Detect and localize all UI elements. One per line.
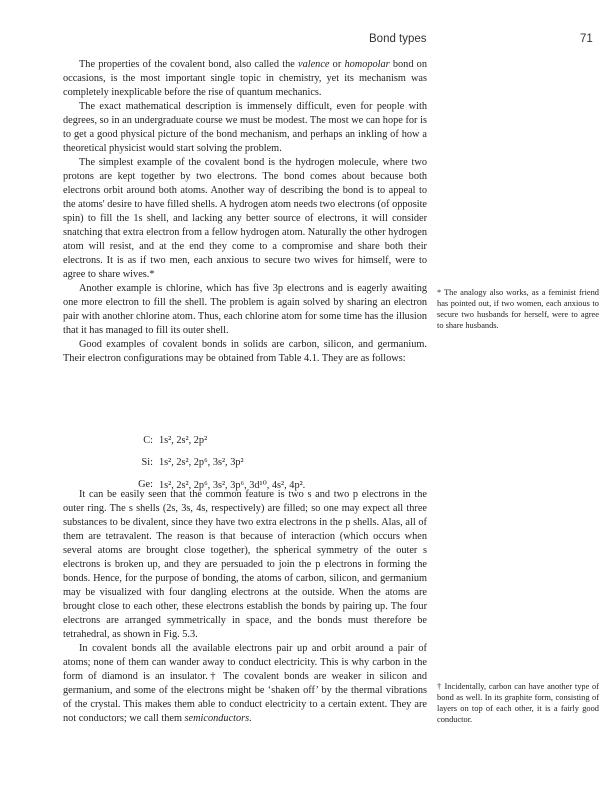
- footnote-analogy: * The analogy also works, as a feminist friend has pointed out, if two women, each anxious to secure two husbands for herself, were to agree to share husbands.: [437, 288, 599, 330]
- paragraph-4: Another example is chlorine, which has five 3p electrons and is eagerly awaiting one more electron to fill the shell. The problem is again solved by sharing an electron pair with another chlorine atom. Thus, each chlorine atom for some time has the illusion that it has managed to fill its outer shell.: [63, 283, 427, 336]
- paragraph-2: The exact mathematical description is immensely difficult, even for people with degrees, so in an undergraduate course we must be modest. The most we can hope for is to get a good physical picture of the bond mechanism, and perhaps an inkling of how a theoretical physicist would start solving the problem.: [63, 101, 427, 154]
- paragraph-5: Good examples of covalent bonds in solids are carbon, silicon, and germanium. Their electron configurations may be obtained from Table 4.1. They are as follows:: [63, 339, 427, 364]
- footnote-graphite: † Incidentally, carbon can have another type of bond as well. In its graphite form, consisting of layers on top of each other, it is a fairly good conductor.: [437, 682, 599, 724]
- page-number: 71: [580, 33, 593, 45]
- config-row-c: [63, 435, 427, 457]
- element-label: C:: [143, 435, 153, 446]
- paragraph-6: It can be easily seen that the common feature is two s and two p electrons in the outer ring. The s shells (2s, 3s, 4s, respectively) are filled; so one may expect all three substances to be divalent, since they have two extra electrons in the p shells. Alas, all of them are tetravalent. The reason is that because of interaction (which occurs when several atoms are brought close together), the spherical symmetry of the outer s electrons is broken up, and they are persuaded to join the p electrons in forming the bonds. Hence, for the purpose of bonding, the atoms of carbon, silicon, and germanium may be visualized with four dangling electrons at the outside. When the atoms are brought close to each other, these electrons establish the bonds by pairing up. The four electrons are arranged symmetrically in space, and the bonds must therefore be tetrahedral, as shown in Fig. 5.3.: [63, 489, 427, 640]
- element-label: Si:: [141, 457, 153, 468]
- paragraph-7: In covalent bonds all the available electrons pair up and orbit around a pair of atoms; none of them can wander away to conduct electricity. This is why carbon in the form of diamond is an insulator.† The covalent bonds are weaker in silicon and germanium, and some of the electrons might be ‘shaken off’ by the thermal vibrations of the crystal. This makes them able to conduct electricity to a certain extent. They are not conductors; we call them semiconductors.: [63, 643, 427, 724]
- body-text-bottom: [63, 488, 427, 726]
- paragraph-1: The properties of the covalent bond, also called the valence or homopolar bond on occasions, is the most important single topic in chemistry, yet its mechanism was completely inexplicable before the rise of quantum mechanics.: [63, 59, 427, 98]
- element-label: Ge:: [138, 479, 153, 490]
- config-value: 1s², 2s², 2p⁶, 3s², 3p²: [159, 457, 244, 468]
- config-value: 1s², 2s², 2p²: [159, 435, 208, 446]
- config-value: 1s², 2s², 2p⁶, 3s², 3p⁶, 3d¹⁰, 4s², 4p².: [159, 480, 306, 491]
- running-header-title: Bond types: [369, 33, 427, 45]
- paragraph-3: The simplest example of the covalent bond is the hydrogen molecule, where two protons are kept together by two electrons. The bond comes about because both electrons orbit around both atoms. Another way of describing the bond is to appeal to the atoms' desire to have filled shells. A hydrogen atom needs two electrons (of opposite spin) to fill the 1s shell, and lacking any better source of electrons, it will consider snatching that extra electron from a fellow hydrogen atom. Naturally the other hydrogen atom will resist, and at the end they come to a compromise and share both their electrons. It is as if two men, each anxious to secure two wives for himself, were to agree to share wives.*: [63, 157, 427, 280]
- config-row-si: [63, 457, 427, 479]
- body-text-top: [63, 58, 427, 366]
